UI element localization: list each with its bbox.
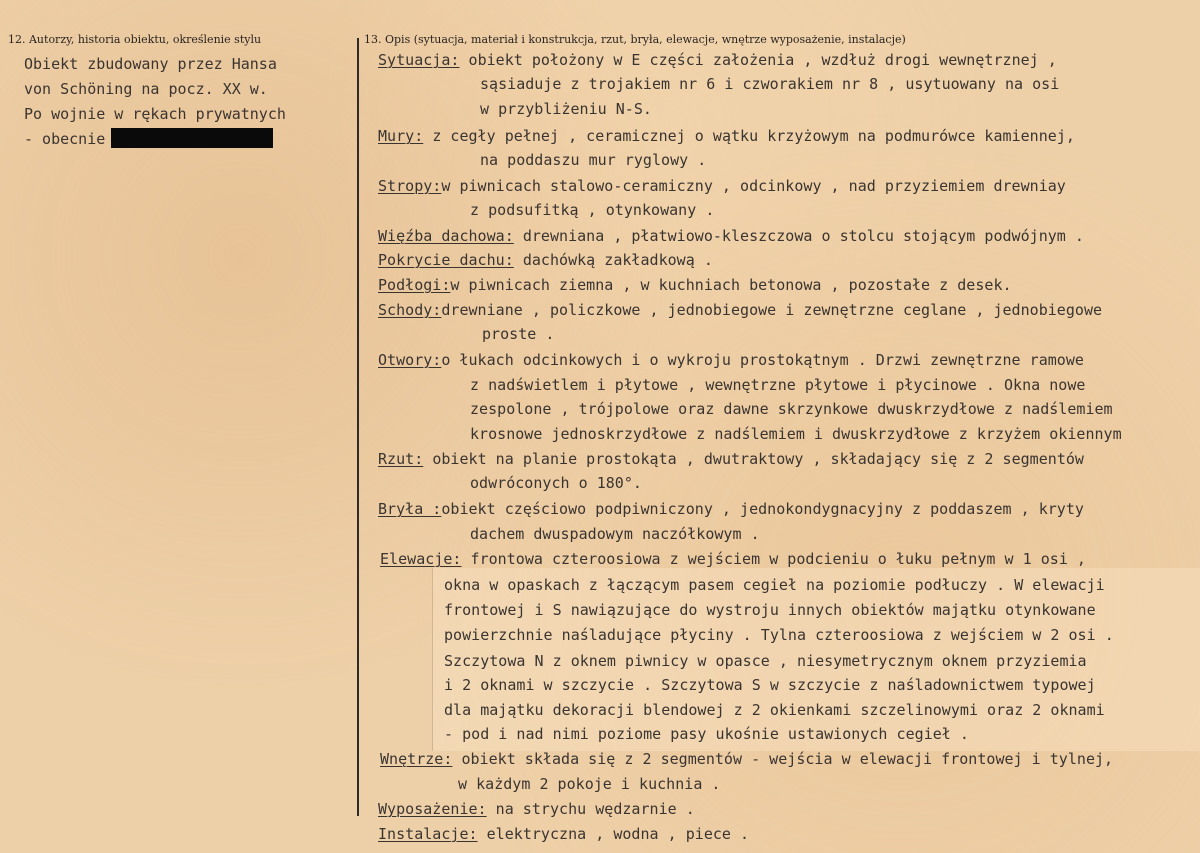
stropy-line-1	[378, 177, 1066, 195]
wiezba-text: drewniana , płatwiowo-kleszczowa o stolcu stojącym podwójnym .	[513, 227, 1084, 245]
label-sytuacja: Sytuacja:	[378, 51, 460, 69]
otwory-line-2: z nadświetlem i płytowe , wewnętrzne płytowe i płycinowe . Okna nowe	[470, 376, 1086, 394]
wnetrze-text: obiekt składa się z 2 segmentów - wejścia w elewacji frontowej i tylnej,	[452, 750, 1114, 768]
section-12-body	[24, 52, 286, 152]
label-otwory: Otwory:	[378, 351, 442, 369]
history-line: Po wojnie w rękach prywatnych	[24, 105, 286, 123]
label-elewacje: Elewacje:	[380, 550, 462, 568]
elewacje-line-2: okna w opaskach z łączącym pasem cegieł na poziomie podłuczy . W elewacji	[444, 576, 1105, 594]
otwory-line-3: zespolone , trójpolowe oraz dawne skrzynkowe dwuskrzydłowe z nadślemiem	[470, 400, 1113, 418]
otwory-line-1	[378, 351, 1084, 369]
sytuacja-line-3: w przybliżeniu N-S.	[480, 100, 652, 118]
bryla-line-2: dachem dwuspadowym naczółkowym .	[470, 525, 760, 543]
stropy-line-2: z podsufitką , otynkowany .	[470, 201, 715, 219]
label-podlogi: Podłogi:	[378, 276, 451, 294]
sytuacja-line-2: sąsiaduje z trojakiem nr 6 i czworakiem nr 8 , usytuowany na osi	[480, 75, 1060, 93]
label-mury: Mury:	[378, 127, 424, 145]
stropy-text: w piwnicach stalowo-ceramiczny , odcinkowy , nad przyziemiem drewniay	[441, 177, 1066, 195]
mury-line-1	[378, 127, 1075, 145]
section-13-header: 13. Opis (sytuacja, materiał i konstrukcja, rzut, bryła, elewacje, wnętrze wyposażenie, instalacje)	[364, 33, 906, 46]
history-line-text: - obecnie	[24, 130, 106, 148]
otwory-line-4: krosnowe jednoskrzydłowe z nadślemiem i dwuskrzydłowe z krzyżem okiennym	[470, 425, 1122, 443]
instalacje-line-1	[378, 825, 749, 843]
rzut-text: obiekt na planie prostokąta , dwutraktowy , składający się z 2 segmentów	[423, 450, 1084, 468]
mury-text: z cegły pełnej , ceramicznej o wątku krzyżowym na podmurówce kamiennej,	[423, 127, 1075, 145]
rzut-line-2: odwróconych o 180°.	[470, 474, 642, 492]
schody-line-2: proste .	[482, 325, 555, 343]
history-line: Obiekt zbudowany przez Hansa	[24, 55, 277, 73]
schody-text: drewniane , policzkowe , jednobiegowe i zewnętrzne ceglane , jednobiegowe	[441, 301, 1103, 319]
podlogi-text: w piwnicach ziemna , w kuchniach betonowa , pozostałe z desek.	[450, 276, 1012, 294]
wyposazenie-text: na strychu wędzarnie .	[486, 800, 695, 818]
elewacje-line-8: - pod i nad nimi poziome pasy ukośnie ustawionych cegieł .	[444, 725, 969, 743]
wnetrze-line-1	[380, 750, 1113, 768]
label-pokrycie: Pokrycie dachu:	[378, 251, 514, 269]
elewacje-line-6: i 2 oknami w szczycie . Szczytowa S w szczycie z naśladownictwem typowej	[444, 676, 1096, 694]
label-rzut: Rzut:	[378, 450, 424, 468]
bryla-text: obiekt częściowo podpiwniczony , jednokondygnacyjny z poddaszem , kryty	[441, 500, 1084, 518]
history-line: von Schöning na pocz. XX w.	[24, 80, 268, 98]
mury-line-2: na poddaszu mur ryglowy .	[480, 151, 707, 169]
label-stropy: Stropy:	[378, 177, 442, 195]
elewacje-line-1	[380, 550, 1086, 568]
bryla-line-1	[378, 500, 1084, 518]
elewacje-line-3: frontowej i S nawiązujące do wystroju innych obiektów majątku otynkowane	[444, 601, 1096, 619]
elewacje-line-5: Szczytowa N z oknem piwnicy w opasce , niesymetrycznym oknem przyziemia	[444, 652, 1087, 670]
label-wiezba: Więźba dachowa:	[378, 227, 514, 245]
label-instalacje: Instalacje:	[378, 825, 478, 843]
label-wyposazenie: Wyposażenie:	[378, 800, 487, 818]
redaction-bar	[111, 128, 273, 148]
label-wnetrze: Wnętrze:	[380, 750, 453, 768]
elewacje-line-4: powierzchnie naśladujące płyciny . Tylna czteroosiowa z wejściem w 2 osi .	[444, 626, 1114, 644]
schody-line-1	[378, 301, 1102, 319]
elewacje-text: frontowa czteroosiowa z wejściem w podcieniu o łuku pełnym w 1 osi ,	[461, 550, 1086, 568]
otwory-text: o łukach odcinkowych i o wykroju prostokątnym . Drzwi zewnętrzne ramowe	[441, 351, 1084, 369]
label-bryla: Bryła :	[378, 500, 442, 518]
podlogi-line-1	[378, 276, 1012, 294]
sytuacja-text: obiekt położony w E części założenia , wzdłuż drogi wewnętrznej ,	[459, 51, 1057, 69]
pokrycie-line-1	[378, 251, 713, 269]
pokrycie-text: dachówką zakładkową .	[513, 251, 713, 269]
column-divider	[357, 38, 359, 816]
wyposazenie-line-1	[378, 800, 695, 818]
wnetrze-line-2: w każdym 2 pokoje i kuchnia .	[458, 775, 721, 793]
instalacje-text: elektryczna , wodna , piece .	[477, 825, 750, 843]
label-schody: Schody:	[378, 301, 442, 319]
section-12-header: 12. Autorzy, historia obiektu, określenie stylu	[8, 33, 262, 46]
sytuacja-line-1	[378, 51, 1057, 69]
history-line	[24, 127, 286, 152]
wiezba-line-1	[378, 227, 1084, 245]
elewacje-line-7: dla majątku dekoracji blendowej z 2 okienkami szczelinowymi oraz 2 oknami	[444, 701, 1105, 719]
rzut-line-1	[378, 450, 1084, 468]
